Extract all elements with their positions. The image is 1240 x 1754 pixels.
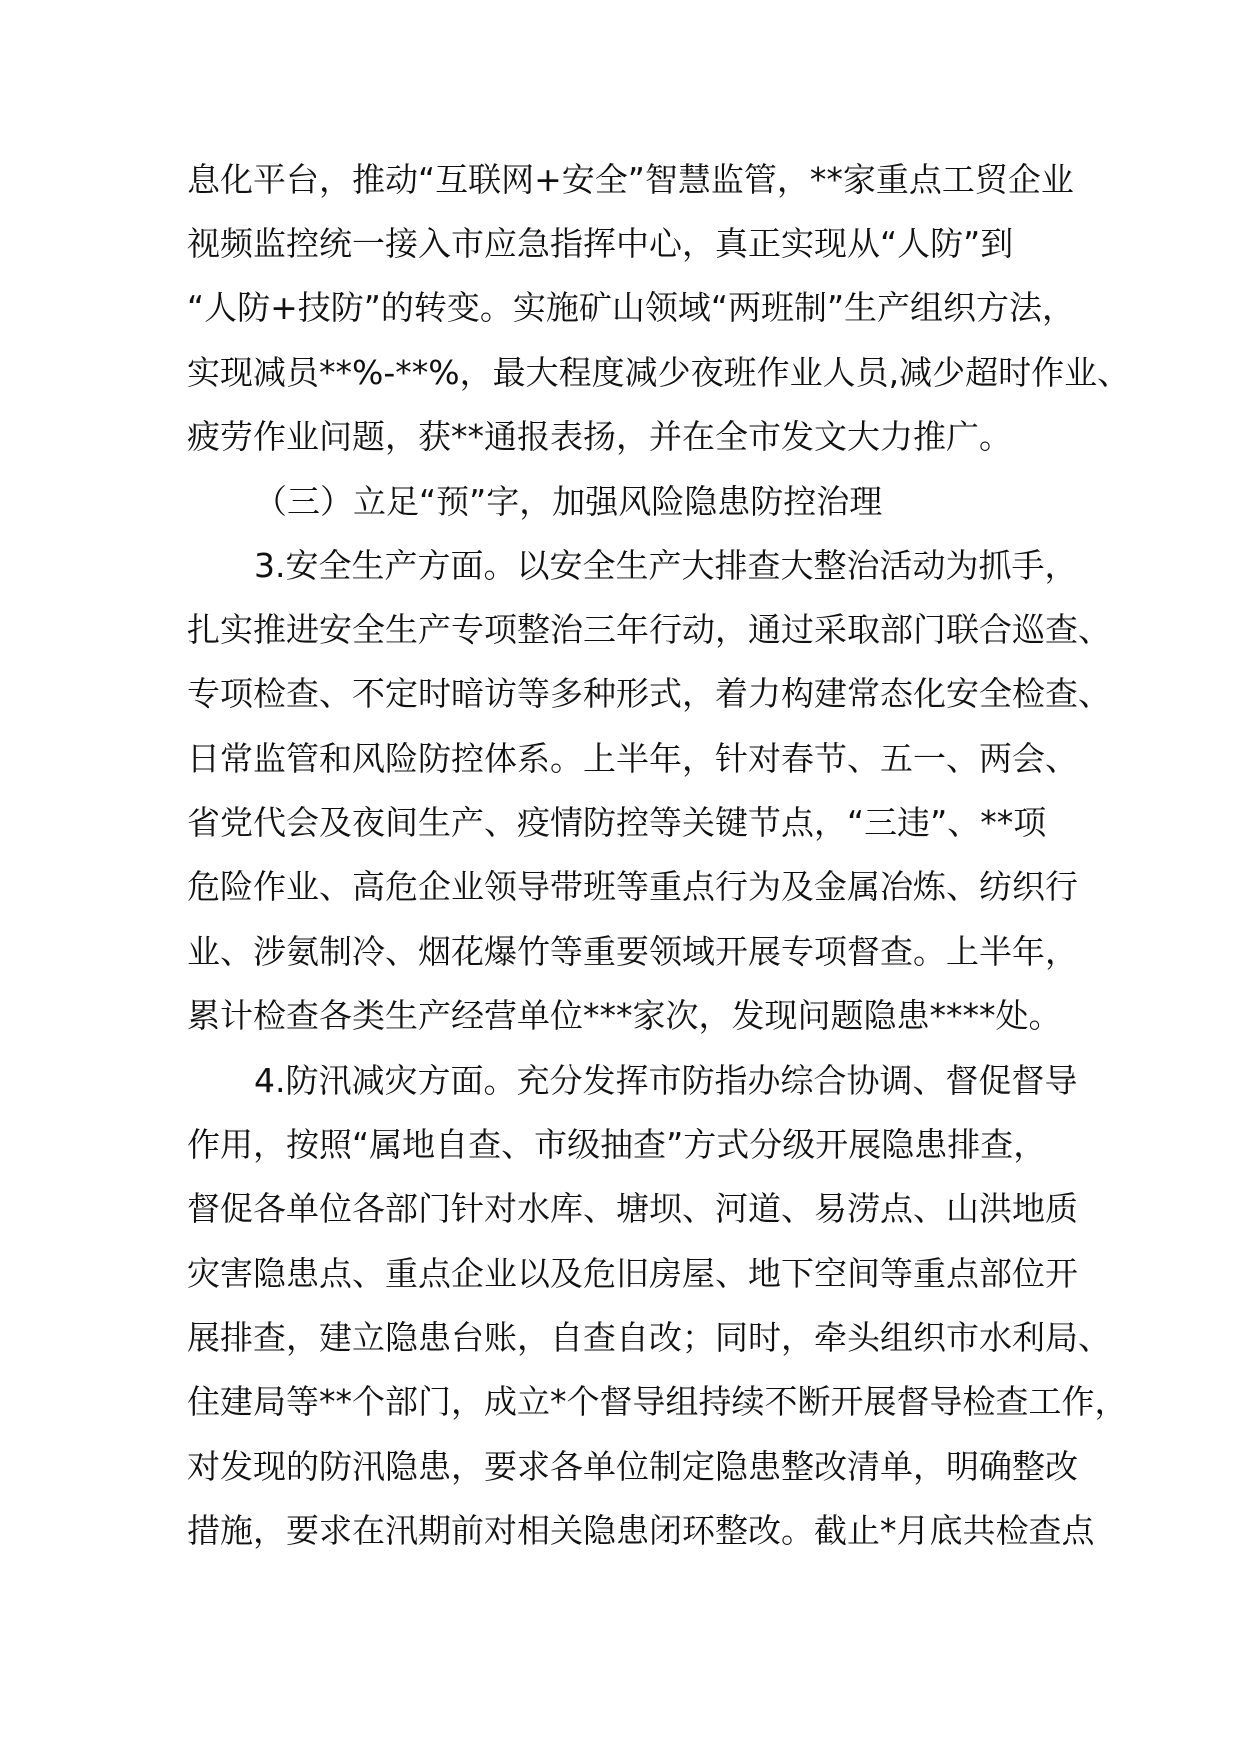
paragraph-line: 对发现的防汛隐患，要求各单位制定隐患整改清单，明确整改 [187, 1447, 1078, 1486]
paragraph-line: 业、涉氨制冷、烟花爆竹等重要领域开展专项督查。上半年， [187, 932, 1078, 971]
paragraph-line: 日常监管和风险防控体系。上半年，针对春节、五一、两会、 [187, 739, 1078, 778]
paragraph-line: 视频监控统一接入市应急指挥中心，真正实现从“人防”到 [187, 224, 1014, 263]
paragraph-line: 作用，按照“属地自查、市级抽查”方式分级开展隐患排查， [187, 1125, 1047, 1164]
paragraph-line: 实现减员**%-**%，最大程度减少夜班作业人员,减少超时作业、 [187, 353, 1131, 392]
paragraph-line: 省党代会及夜间生产、疫情防控等关键节点，“三违”、**项 [187, 803, 1047, 842]
paragraph-line: 危险作业、高危企业领导带班等重点行为及金属冶炼、纺织行 [187, 867, 1078, 906]
paragraph-line: 专项检查、不定时暗访等多种形式，着力构建常态化安全检查、 [187, 674, 1111, 713]
paragraph-line: 扎实推进安全生产专项整治三年行动，通过采取部门联合巡查、 [187, 610, 1111, 649]
paragraph-line: 督促各单位各部门针对水库、塘坝、河道、易涝点、山洪地质 [187, 1189, 1078, 1228]
paragraph-line: 展排查，建立隐患台账，自查自改；同时，牵头组织市水利局、 [187, 1318, 1111, 1357]
paragraph-line: 住建局等**个部门，成立*个督导组持续不断开展督导检查工作， [187, 1382, 1128, 1421]
paragraph-line: 累计检查各类生产经营单位***家次，发现问题隐患****处。 [187, 996, 1062, 1035]
paragraph-line: “人防+技防”的转变。实施矿山领域“两班制”生产组织方法， [187, 288, 1076, 327]
paragraph-line: 4.防汛减灾方面。充分发挥市防指办综合协调、督促督导 [254, 1061, 1078, 1100]
paragraph-line: 息化平台，推动“互联网+安全”智慧监管，**家重点工贸企业 [187, 160, 1074, 199]
paragraph-line: 灾害隐患点、重点企业以及危旧房屋、地下空间等重点部位开 [187, 1254, 1078, 1293]
paragraph-line: 措施，要求在汛期前对相关隐患闭环整改。截止*月底共检查点 [187, 1511, 1095, 1550]
paragraph-line: 疲劳作业问题，获**通报表扬，并在全市发文大力推广。 [187, 417, 1012, 456]
section-heading: （三）立足“预”字，加强风险隐患防控治理 [254, 482, 883, 521]
paragraph-line: 3.安全生产方面。以安全生产大排查大整治活动为抓手， [254, 546, 1078, 585]
